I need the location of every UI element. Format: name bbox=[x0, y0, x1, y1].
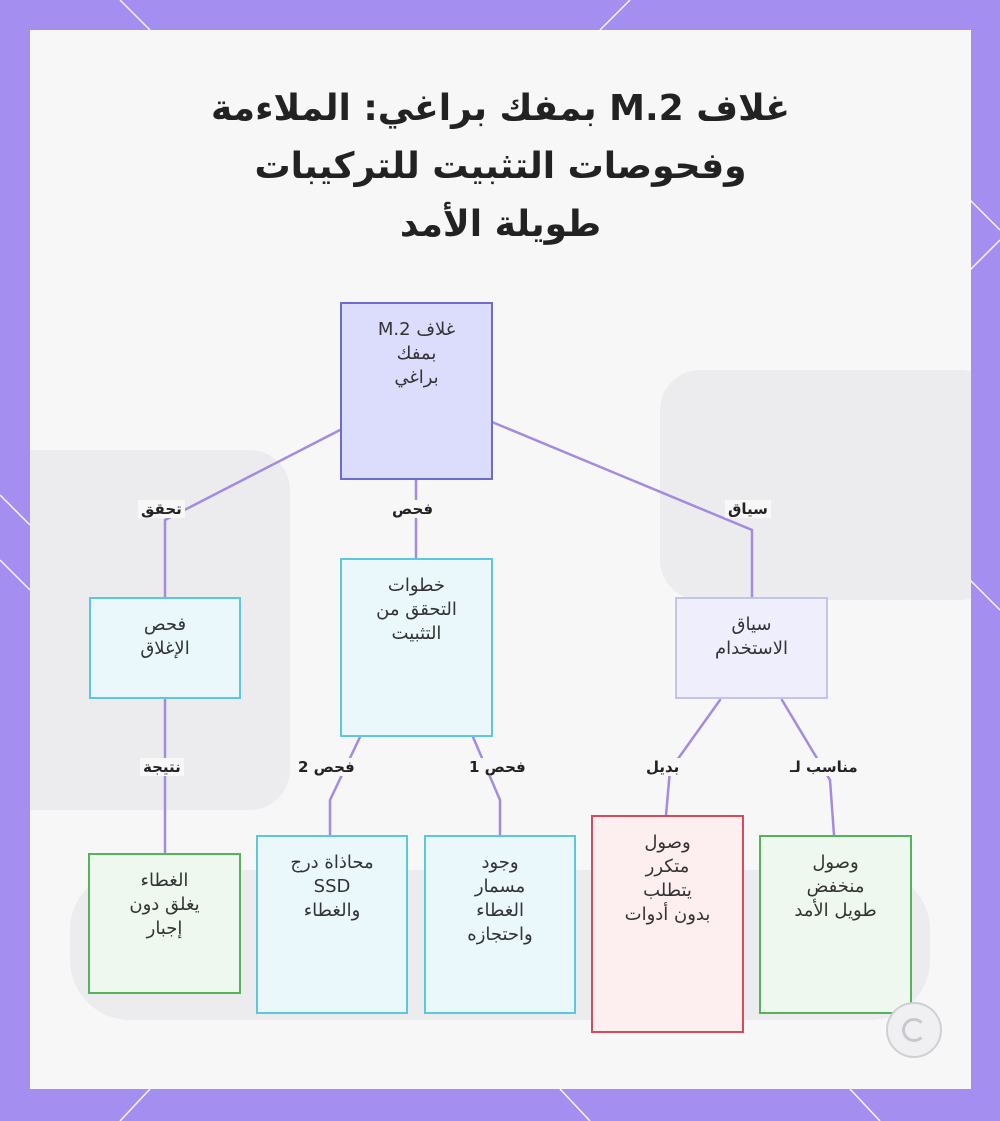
edge-label-check1: فحص 1 bbox=[466, 758, 529, 776]
watermark-badge bbox=[886, 1002, 942, 1058]
node-ssd-alignment[interactable]: محاذاة درج SSD والغطاء bbox=[256, 835, 408, 1014]
edge-root-context bbox=[492, 422, 752, 597]
node-lid-closes[interactable]: الغطاء يغلق دون إجبار bbox=[88, 853, 241, 994]
node-screw-present[interactable]: وجود مسمار الغطاء واحتجازه bbox=[424, 835, 576, 1014]
diagram-card bbox=[30, 30, 971, 1089]
edge-root-closure bbox=[165, 430, 340, 597]
node-root[interactable]: غلاف M.2 بمفك براغي bbox=[340, 302, 493, 480]
edge-verification-ssd bbox=[330, 737, 360, 835]
node-verification-steps[interactable]: خطوات التحقق من التثبيت bbox=[340, 558, 493, 737]
node-low-access[interactable]: وصول منخفض طويل الأمد bbox=[759, 835, 912, 1014]
node-closure-check[interactable]: فحص الإغلاق bbox=[89, 597, 241, 699]
edge-verification-screw bbox=[473, 737, 500, 835]
edge-label-verify: تحقق bbox=[138, 500, 185, 518]
title-line: غلاف M.2 بمفك براغي: الملاءمة bbox=[210, 88, 791, 129]
edge-label-suitable: مناسب لـ bbox=[787, 758, 861, 776]
title-line: طويلة الأمد bbox=[399, 204, 602, 245]
node-usage-context[interactable]: سياق الاستخدام bbox=[675, 597, 828, 699]
edge-label-context: سياق bbox=[725, 500, 771, 518]
title-line: وفحوصات التثبيت للتركيبات bbox=[254, 146, 747, 187]
edge-label-check2: فحص 2 bbox=[295, 758, 358, 776]
edge-label-alternative: بديل bbox=[643, 758, 682, 776]
edge-label-inspect: فحص bbox=[389, 500, 436, 518]
edge-label-result: نتيجة bbox=[140, 758, 184, 776]
node-frequent-access[interactable]: وصول متكرر يتطلب بدون أدوات bbox=[591, 815, 744, 1033]
